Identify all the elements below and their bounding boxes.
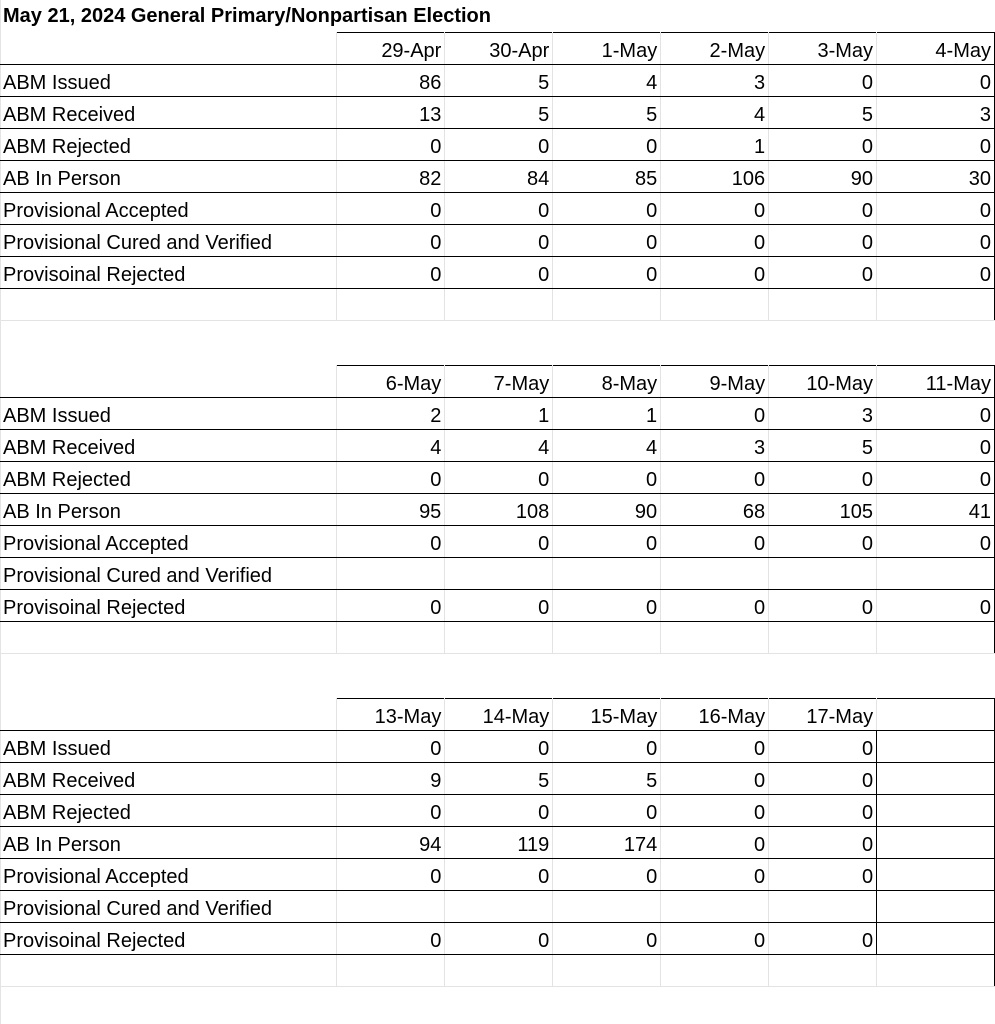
table-row [0,257,995,289]
date-header-cell[interactable]: 9-May [661,366,769,398]
value-cell[interactable]: 0 [445,462,553,494]
value-cell[interactable]: 5 [553,97,661,129]
value-cell[interactable]: 0 [445,257,553,289]
value-cell[interactable]: 4 [553,430,661,462]
value-cell[interactable]: 0 [337,731,445,763]
value-cell[interactable] [661,558,769,590]
value-cell[interactable]: 3 [877,97,995,129]
value-cell[interactable]: 0 [337,193,445,225]
table-row [0,763,995,795]
empty-row [0,289,995,321]
corner-cell[interactable] [0,699,337,731]
table-row [0,827,995,859]
value-cell[interactable]: 1 [661,129,769,161]
value-cell[interactable]: 3 [769,398,877,430]
table-row [0,590,995,622]
value-cell[interactable]: 0 [661,827,769,859]
date-header-cell[interactable]: 7-May [445,366,553,398]
empty-cell[interactable] [877,289,995,321]
date-header-cell[interactable]: 10-May [769,366,877,398]
empty-cell[interactable] [445,289,553,321]
value-cell[interactable]: 0 [769,65,877,97]
empty-cell[interactable] [445,622,553,654]
value-cell[interactable]: 2 [337,398,445,430]
value-cell[interactable]: 9 [337,763,445,795]
empty-cell[interactable] [445,955,553,987]
value-cell[interactable]: 0 [445,129,553,161]
value-cell[interactable]: 0 [877,526,995,558]
table-row [0,923,995,955]
value-cell[interactable]: 0 [877,462,995,494]
value-cell[interactable]: 0 [553,129,661,161]
value-cell[interactable]: 0 [769,763,877,795]
row-label[interactable]: Provisional Accepted [0,526,337,558]
empty-cell[interactable] [337,622,445,654]
row-label[interactable]: Provisoinal Rejected [0,590,337,622]
value-cell[interactable]: 0 [337,526,445,558]
value-cell[interactable]: 174 [553,827,661,859]
data-block-3 [0,698,995,987]
value-cell[interactable] [337,558,445,590]
value-cell[interactable]: 84 [445,161,553,193]
row-label[interactable]: AB In Person [0,161,337,193]
date-header-row [0,366,995,398]
value-cell[interactable]: 0 [553,462,661,494]
value-cell[interactable]: 0 [877,590,995,622]
row-label[interactable]: Provisional Cured and Verified [0,225,337,257]
row-label[interactable]: Provisoinal Rejected [0,923,337,955]
table-row [0,430,995,462]
row-label[interactable]: ABM Received [0,763,337,795]
value-cell[interactable]: 0 [337,225,445,257]
row-label[interactable]: ABM Rejected [0,129,337,161]
value-cell[interactable]: 0 [661,225,769,257]
value-cell[interactable] [877,731,995,763]
row-label[interactable]: ABM Rejected [0,795,337,827]
date-header-cell[interactable]: 15-May [553,699,661,731]
date-header-cell[interactable]: 2-May [661,33,769,65]
value-cell[interactable]: 0 [769,225,877,257]
value-cell[interactable]: 4 [553,65,661,97]
value-cell[interactable]: 0 [877,430,995,462]
value-cell[interactable]: 4 [661,97,769,129]
value-cell[interactable]: 0 [661,398,769,430]
date-header-cell[interactable]: 6-May [337,366,445,398]
value-cell[interactable]: 0 [337,462,445,494]
empty-row [0,955,995,987]
value-cell[interactable]: 0 [769,526,877,558]
value-cell[interactable]: 0 [769,795,877,827]
value-cell[interactable]: 0 [337,859,445,891]
value-cell[interactable]: 5 [769,430,877,462]
table-row [0,398,995,430]
table-row [0,731,995,763]
value-cell[interactable]: 30 [877,161,995,193]
value-cell[interactable]: 0 [661,526,769,558]
value-cell[interactable]: 90 [769,161,877,193]
row-label[interactable]: ABM Received [0,97,337,129]
value-cell[interactable]: 0 [445,859,553,891]
date-header-cell[interactable]: 13-May [337,699,445,731]
table-row [0,97,995,129]
empty-cell[interactable] [553,955,661,987]
row-label[interactable]: ABM Issued [0,65,337,97]
value-cell[interactable]: 0 [661,763,769,795]
row-label[interactable]: ABM Rejected [0,462,337,494]
empty-cell[interactable] [337,955,445,987]
value-cell[interactable]: 0 [445,225,553,257]
value-cell[interactable]: 0 [553,923,661,955]
empty-cell[interactable] [0,955,337,987]
value-cell[interactable]: 0 [337,129,445,161]
date-header-row [0,33,995,65]
date-header-cell[interactable]: 4-May [877,33,995,65]
value-cell[interactable]: 0 [553,257,661,289]
value-cell[interactable] [877,923,995,955]
value-cell[interactable]: 0 [877,129,995,161]
empty-cell[interactable] [553,622,661,654]
value-cell[interactable]: 4 [337,430,445,462]
value-cell[interactable] [769,558,877,590]
date-header-cell[interactable]: 17-May [769,699,877,731]
value-cell[interactable]: 0 [445,795,553,827]
empty-cell[interactable] [769,622,877,654]
value-cell[interactable] [877,891,995,923]
value-cell[interactable]: 0 [877,65,995,97]
table-row [0,193,995,225]
date-header-cell[interactable]: 16-May [661,699,769,731]
empty-cell[interactable] [553,289,661,321]
data-block-2 [0,365,995,654]
value-cell[interactable]: 0 [445,193,553,225]
value-cell[interactable]: 0 [661,193,769,225]
value-cell[interactable] [877,795,995,827]
value-cell[interactable]: 95 [337,494,445,526]
data-block-1 [0,32,995,321]
table-row [0,462,995,494]
value-cell[interactable]: 0 [877,398,995,430]
value-cell[interactable]: 0 [769,462,877,494]
row-label[interactable]: Provisoinal Rejected [0,257,337,289]
table-row [0,859,995,891]
value-cell[interactable]: 13 [337,97,445,129]
value-cell[interactable]: 0 [553,731,661,763]
value-cell[interactable]: 0 [661,257,769,289]
value-cell[interactable]: 0 [553,193,661,225]
value-cell[interactable]: 0 [337,257,445,289]
table-row [0,526,995,558]
value-cell[interactable]: 0 [553,590,661,622]
empty-cell[interactable] [769,289,877,321]
date-header-row [0,699,995,731]
row-label[interactable]: Provisional Cured and Verified [0,891,337,923]
value-cell[interactable] [877,859,995,891]
sheet-title[interactable]: May 21, 2024 General Primary/Nonpartisan Election [3,5,491,27]
table-row [0,161,995,193]
value-cell[interactable] [661,891,769,923]
value-cell[interactable]: 0 [769,731,877,763]
value-cell[interactable]: 0 [337,795,445,827]
table-row [0,795,995,827]
value-cell[interactable]: 1 [553,398,661,430]
value-cell[interactable]: 1 [445,398,553,430]
date-header-cell[interactable]: 3-May [769,33,877,65]
value-cell[interactable]: 94 [337,827,445,859]
empty-cell[interactable] [661,955,769,987]
value-cell[interactable]: 0 [445,731,553,763]
date-header-cell[interactable]: 29-Apr [337,33,445,65]
date-header-cell[interactable]: 14-May [445,699,553,731]
value-cell[interactable]: 0 [661,462,769,494]
date-header-cell[interactable]: 11-May [877,366,995,398]
value-cell[interactable]: 0 [769,129,877,161]
value-cell[interactable]: 0 [445,590,553,622]
value-cell[interactable]: 82 [337,161,445,193]
value-cell[interactable] [877,558,995,590]
value-cell[interactable] [769,891,877,923]
row-label[interactable]: Provisional Cured and Verified [0,558,337,590]
value-cell[interactable]: 0 [337,923,445,955]
value-cell[interactable]: 0 [661,795,769,827]
table-row [0,558,995,590]
value-cell[interactable]: 5 [769,97,877,129]
value-cell[interactable]: 41 [877,494,995,526]
value-cell[interactable]: 3 [661,65,769,97]
date-header-cell[interactable] [877,699,995,731]
value-cell[interactable] [337,891,445,923]
table-row [0,225,995,257]
row-label[interactable]: ABM Issued [0,731,337,763]
value-cell[interactable] [553,891,661,923]
value-cell[interactable]: 0 [769,257,877,289]
row-label[interactable]: ABM Issued [0,398,337,430]
value-cell[interactable] [445,558,553,590]
value-cell[interactable]: 0 [553,526,661,558]
date-header-cell[interactable]: 1-May [553,33,661,65]
value-cell[interactable]: 0 [553,795,661,827]
value-cell[interactable]: 5 [553,763,661,795]
row-label[interactable]: Provisional Accepted [0,859,337,891]
value-cell[interactable] [877,827,995,859]
value-cell[interactable] [553,558,661,590]
row-label[interactable]: Provisional Accepted [0,193,337,225]
empty-cell[interactable] [769,955,877,987]
value-cell[interactable]: 0 [769,827,877,859]
table-row [0,891,995,923]
date-header-cell[interactable]: 8-May [553,366,661,398]
value-cell[interactable]: 0 [769,859,877,891]
value-cell[interactable]: 90 [553,494,661,526]
table-row [0,494,995,526]
table-row [0,129,995,161]
value-cell[interactable]: 0 [661,590,769,622]
value-cell[interactable] [877,763,995,795]
value-cell[interactable]: 0 [877,193,995,225]
date-header-cell[interactable]: 30-Apr [445,33,553,65]
value-cell[interactable]: 0 [769,923,877,955]
value-cell[interactable]: 86 [337,65,445,97]
value-cell[interactable]: 0 [337,590,445,622]
value-cell[interactable]: 0 [445,526,553,558]
row-label[interactable]: ABM Received [0,430,337,462]
value-cell[interactable]: 0 [661,731,769,763]
value-cell[interactable]: 105 [769,494,877,526]
empty-cell[interactable] [661,289,769,321]
row-label[interactable]: AB In Person [0,494,337,526]
value-cell[interactable]: 0 [553,859,661,891]
value-cell[interactable]: 106 [661,161,769,193]
value-cell[interactable]: 0 [553,225,661,257]
value-cell[interactable]: 5 [445,97,553,129]
empty-cell[interactable] [877,955,995,987]
value-cell[interactable]: 5 [445,65,553,97]
value-cell[interactable]: 68 [661,494,769,526]
value-cell[interactable]: 3 [661,430,769,462]
corner-cell[interactable] [0,33,337,65]
empty-cell[interactable] [877,622,995,654]
corner-cell[interactable] [0,366,337,398]
value-cell[interactable]: 4 [445,430,553,462]
empty-cell[interactable] [0,622,337,654]
value-cell[interactable]: 119 [445,827,553,859]
value-cell[interactable]: 0 [769,590,877,622]
value-cell[interactable]: 0 [769,193,877,225]
value-cell[interactable]: 108 [445,494,553,526]
value-cell[interactable]: 85 [553,161,661,193]
empty-row [0,622,995,654]
value-cell[interactable]: 0 [661,923,769,955]
table-row [0,65,995,97]
row-label[interactable]: AB In Person [0,827,337,859]
value-cell[interactable]: 0 [877,225,995,257]
empty-cell[interactable] [337,289,445,321]
empty-cell[interactable] [661,622,769,654]
value-cell[interactable]: 0 [445,923,553,955]
value-cell[interactable] [445,891,553,923]
value-cell[interactable]: 0 [661,859,769,891]
value-cell[interactable]: 5 [445,763,553,795]
value-cell[interactable]: 0 [877,257,995,289]
empty-cell[interactable] [0,289,337,321]
